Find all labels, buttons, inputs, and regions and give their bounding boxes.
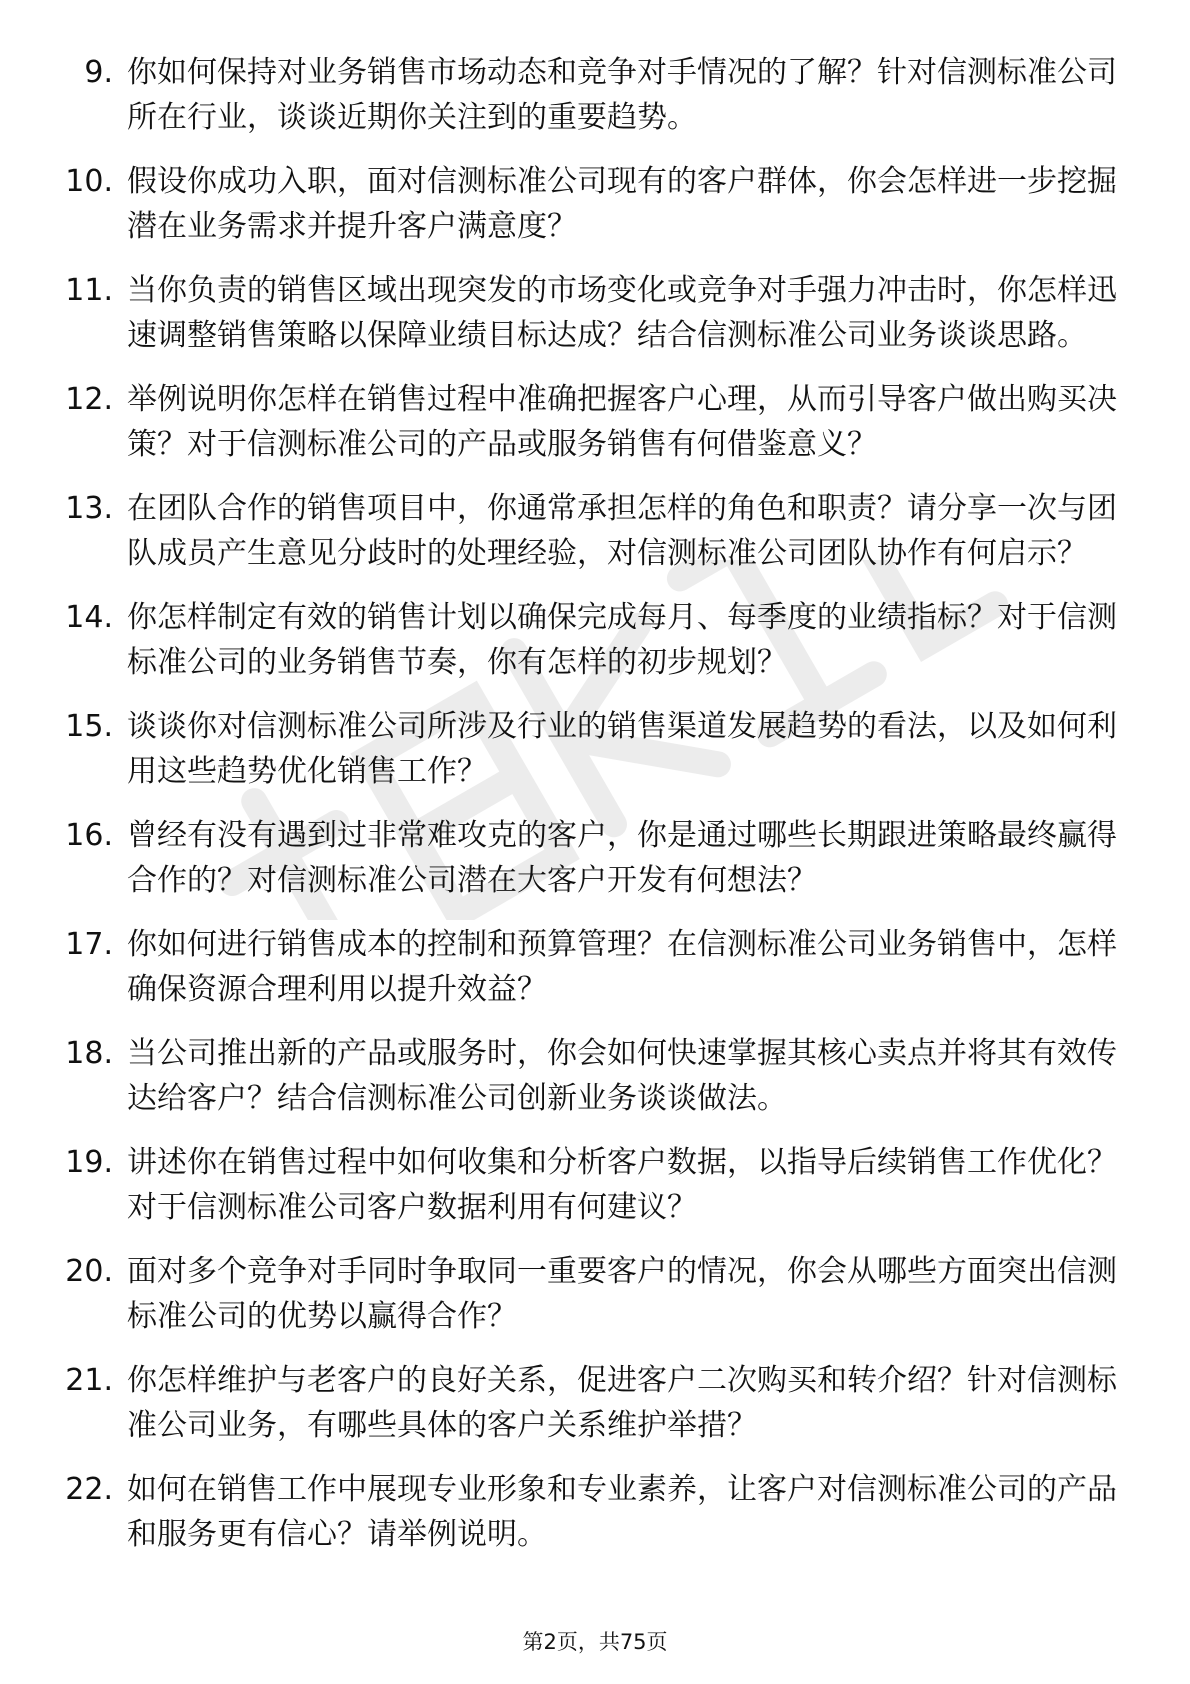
question-number: 10.: [65, 164, 113, 199]
question-text: 在团队合作的销售项目中，你通常承担怎样的角色和职责？请分享一次与团队成员产生意见分歧时的处理经验，对信测标准公司团队协作有何启示？: [127, 491, 1117, 571]
question-item: [56, 159, 1126, 249]
question-text: 你怎样维护与老客户的良好关系，促进客户二次购买和转介绍？针对信测标准公司业务，有哪些具体的客户关系维护举措？: [127, 1363, 1117, 1443]
question-text: 你如何进行销售成本的控制和预算管理？在信测标准公司业务销售中，怎样确保资源合理利用以提升效益？: [127, 927, 1117, 1007]
question-item: [56, 1358, 1126, 1448]
question-text: 当你负责的销售区域出现突发的市场变化或竞争对手强力冲击时，你怎样迅速调整销售策略以保障业绩目标达成？结合信测标准公司业务谈谈思路。: [127, 273, 1117, 353]
question-text: 面对多个竞争对手同时争取同一重要客户的情况，你会从哪些方面突出信测标准公司的优势以赢得合作？: [127, 1254, 1117, 1334]
question-number: 16.: [65, 818, 113, 853]
question-item: [56, 377, 1126, 467]
question-item: [56, 268, 1126, 358]
question-item: [56, 486, 1126, 576]
question-text: 如何在销售工作中展现专业形象和专业素养，让客户对信测标准公司的产品和服务更有信心？请举例说明。: [127, 1472, 1117, 1552]
question-number: 14.: [65, 600, 113, 635]
question-item: [56, 50, 1126, 140]
question-item: [56, 1140, 1126, 1230]
question-text: 当公司推出新的产品或服务时，你会如何快速掌握其核心卖点并将其有效传达给客户？结合信测标准公司创新业务谈谈做法。: [127, 1036, 1117, 1116]
question-text: 假设你成功入职，面对信测标准公司现有的客户群体，你会怎样进一步挖掘潜在业务需求并提升客户满意度？: [127, 164, 1117, 244]
question-list: [56, 50, 1126, 1576]
question-text: 谈谈你对信测标准公司所涉及行业的销售渠道发展趋势的看法，以及如何利用这些趋势优化销售工作？: [127, 709, 1117, 789]
question-text: 讲述你在销售过程中如何收集和分析客户数据，以指导后续销售工作优化？对于信测标准公司客户数据利用有何建议？: [127, 1145, 1117, 1225]
question-number: 20.: [65, 1254, 113, 1289]
question-item: [56, 595, 1126, 685]
question-item: [56, 813, 1126, 903]
question-number: 18.: [65, 1036, 113, 1071]
question-text: 举例说明你怎样在销售过程中准确把握客户心理，从而引导客户做出购买决策？对于信测标准公司的产品或服务销售有何借鉴意义？: [127, 382, 1117, 462]
question-number: 13.: [65, 491, 113, 526]
question-number: 15.: [65, 709, 113, 744]
question-item: [56, 704, 1126, 794]
question-number: 11.: [65, 273, 113, 308]
question-number: 17.: [65, 927, 113, 962]
question-number: 21.: [65, 1363, 113, 1398]
question-number: 22.: [65, 1472, 113, 1507]
question-text: 你如何保持对业务销售市场动态和竞争对手情况的了解？针对信测标准公司所在行业，谈谈近期你关注到的重要趋势。: [127, 55, 1117, 135]
question-text: 曾经有没有遇到过非常难攻克的客户，你是通过哪些长期跟进策略最终赢得合作的？对信测标准公司潜在大客户开发有何想法？: [127, 818, 1117, 898]
question-item: [56, 1249, 1126, 1339]
question-number: 19.: [65, 1145, 113, 1180]
question-item: [56, 1467, 1126, 1557]
question-number: 9.: [84, 55, 113, 90]
page-number: 第2页，共75页: [522, 1630, 668, 1654]
question-item: [56, 922, 1126, 1012]
question-number: 12.: [65, 382, 113, 417]
question-text: 你怎样制定有效的销售计划以确保完成每月、每季度的业绩指标？对于信测标准公司的业务销售节奏，你有怎样的初步规划？: [127, 600, 1117, 680]
question-item: [56, 1031, 1126, 1121]
